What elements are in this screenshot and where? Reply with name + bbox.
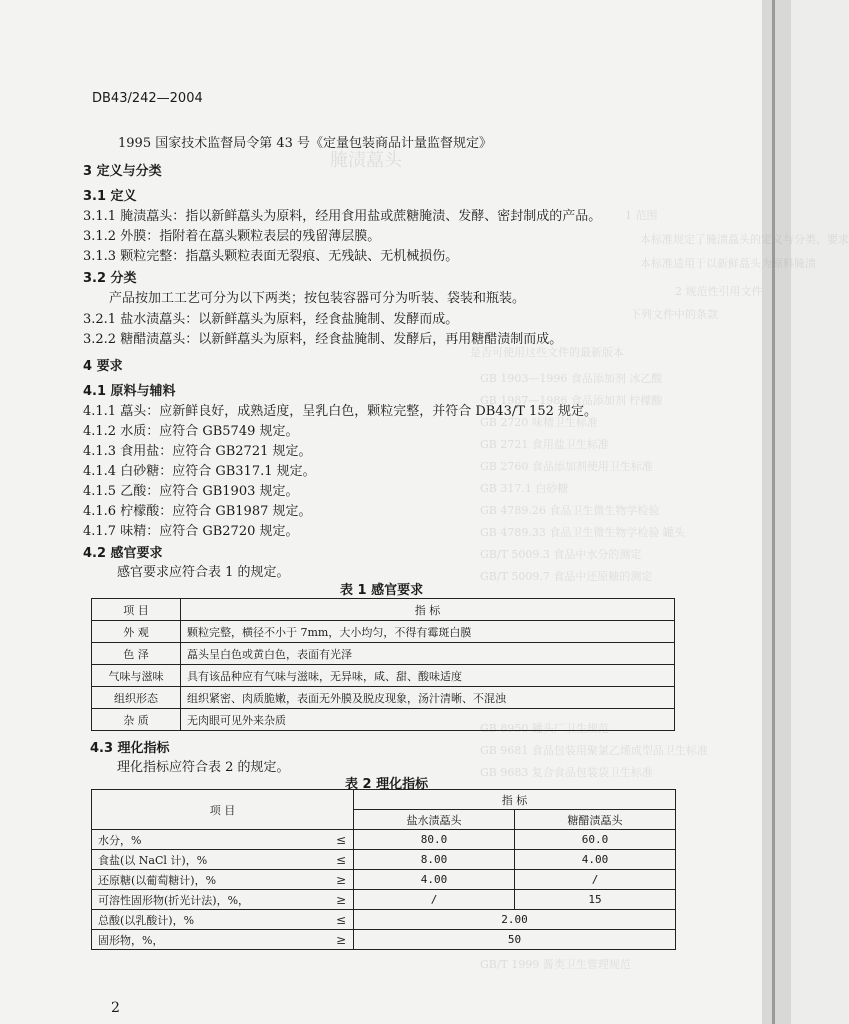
table-cell: 水分，% bbox=[92, 830, 330, 850]
table-cell: 4.00 bbox=[515, 850, 676, 870]
clause-4-1-7: 4.1.7 味精：应符合 GB2720 规定。 bbox=[83, 524, 299, 539]
table-cell: 2.00 bbox=[354, 910, 676, 930]
section-3-title: 3 定义与分类 bbox=[83, 164, 162, 179]
physicochemical-table bbox=[91, 789, 676, 950]
clause-4-1-2: 4.1.2 水质：应符合 GB5749 规定。 bbox=[83, 424, 299, 439]
table-cell: 15 bbox=[515, 890, 676, 910]
table-cell: ≤ bbox=[329, 910, 354, 930]
table-header-cell: 项 目 bbox=[92, 790, 354, 830]
table-cell: 藠头呈白色或黄白色，表面有光泽 bbox=[181, 643, 675, 665]
table-row bbox=[92, 643, 675, 665]
table-cell: 色 泽 bbox=[92, 643, 181, 665]
table-cell: 60.0 bbox=[515, 830, 676, 850]
table-cell: ≥ bbox=[329, 870, 354, 890]
table-cell: 可溶性固形物(折光计法)，%， bbox=[92, 890, 330, 910]
table-row bbox=[92, 930, 676, 950]
section-4-1-title: 4.1 原料与辅料 bbox=[83, 384, 176, 399]
clause-4-1-6: 4.1.6 柠檬酸：应符合 GB1987 规定。 bbox=[83, 504, 312, 519]
clause-3-2-2: 3.2.2 糖醋渍藠头：以新鲜藠头为原料，经食盐腌制、发酵后，再用糖醋渍制而成。 bbox=[83, 332, 563, 347]
clause-3-2-1: 3.2.1 盐水渍藠头：以新鲜藠头为原料，经食盐腌制、发酵而成。 bbox=[83, 312, 459, 327]
table-cell: 固形物，%， bbox=[92, 930, 330, 950]
table-cell: / bbox=[515, 870, 676, 890]
table-cell: 无肉眼可见外来杂质 bbox=[181, 709, 675, 731]
table-header-cell: 指 标 bbox=[354, 790, 676, 810]
table-header-cell: 盐水渍藠头 bbox=[354, 810, 515, 830]
page-number: 2 bbox=[111, 1000, 120, 1016]
table-row bbox=[92, 830, 676, 850]
table-2-caption: 表 2 理化指标 bbox=[345, 777, 429, 792]
table-cell: 外 观 bbox=[92, 621, 181, 643]
standard-code-header: DB43/242—2004 bbox=[92, 91, 203, 106]
clause-4-1-5: 4.1.5 乙酸：应符合 GB1903 规定。 bbox=[83, 484, 299, 499]
clause-3-1-2: 3.1.2 外膜：指附着在藠头颗粒表层的残留薄层膜。 bbox=[83, 229, 381, 244]
reference-line: 1995 国家技术监督局令第 43 号《定量包装商品计量监督规定》 bbox=[118, 136, 493, 151]
table-row bbox=[92, 850, 676, 870]
clause-4-1-1: 4.1.1 藠头：应新鲜良好，成熟适度，呈乳白色，颗粒完整，并符合 DB43/T 152 规定。 bbox=[83, 404, 597, 419]
physchem-paragraph: 理化指标应符合表 2 的规定。 bbox=[117, 760, 290, 775]
table-cell: 组织紧密、肉质脆嫩，表面无外膜及脱皮现象，汤汁清晰、不混浊 bbox=[181, 687, 675, 709]
sensory-requirements-table bbox=[91, 598, 675, 731]
table-cell: 50 bbox=[354, 930, 676, 950]
table-cell: 总酸(以乳酸计)，% bbox=[92, 910, 330, 930]
table-cell: 杂 质 bbox=[92, 709, 181, 731]
section-4-2-title: 4.2 感官要求 bbox=[83, 546, 163, 561]
table-row bbox=[92, 665, 675, 687]
table-row bbox=[92, 709, 675, 731]
section-4-title: 4 要求 bbox=[83, 359, 123, 374]
table-cell: ≥ bbox=[329, 930, 354, 950]
table-cell: 具有该品种应有气味与滋味，无异味，咸、甜、酸味适度 bbox=[181, 665, 675, 687]
table-1-caption: 表 1 感官要求 bbox=[340, 583, 424, 598]
scan-edge bbox=[762, 0, 791, 1024]
table-cell: 80.0 bbox=[354, 830, 515, 850]
table-row bbox=[92, 890, 676, 910]
table-header-cell: 糖醋渍藠头 bbox=[515, 810, 676, 830]
table-cell: 颗粒完整，横径不小于 7mm，大小均匀，不得有霉斑白膜 bbox=[181, 621, 675, 643]
table-header-cell: 指 标 bbox=[181, 599, 675, 621]
table-cell: 还原糖(以葡萄糖计)，% bbox=[92, 870, 330, 890]
table-cell: 组织形态 bbox=[92, 687, 181, 709]
table-cell: 8.00 bbox=[354, 850, 515, 870]
sensory-paragraph: 感官要求应符合表 1 的规定。 bbox=[117, 565, 290, 580]
table-cell: 食盐(以 NaCl 计)，% bbox=[92, 850, 330, 870]
section-4-3-title: 4.3 理化指标 bbox=[90, 741, 170, 756]
table-cell: ≤ bbox=[329, 830, 354, 850]
table-header-row bbox=[92, 790, 676, 810]
clause-4-1-4: 4.1.4 白砂糖：应符合 GB317.1 规定。 bbox=[83, 464, 316, 479]
table-cell: 气味与滋味 bbox=[92, 665, 181, 687]
clause-4-1-3: 4.1.3 食用盐：应符合 GB2721 规定。 bbox=[83, 444, 312, 459]
table-row bbox=[92, 910, 676, 930]
table-cell: ≥ bbox=[329, 890, 354, 910]
table-row bbox=[92, 621, 675, 643]
table-row bbox=[92, 687, 675, 709]
table-cell: 4.00 bbox=[354, 870, 515, 890]
table-row bbox=[92, 870, 676, 890]
section-3-2-title: 3.2 分类 bbox=[83, 271, 137, 286]
table-header-cell: 项 目 bbox=[92, 599, 181, 621]
scan-edge-shadow bbox=[772, 0, 775, 1024]
classification-paragraph: 产品按加工工艺可分为以下两类；按包装容器可分为听装、袋装和瓶装。 bbox=[109, 291, 526, 306]
clause-3-1-3: 3.1.3 颗粒完整：指藠头颗粒表面无裂痕、无残缺、无机械损伤。 bbox=[83, 249, 459, 264]
table-header-row bbox=[92, 599, 675, 621]
clause-3-1-1: 3.1.1 腌渍藠头：指以新鲜藠头为原料，经用食用盐或蔗糖腌渍、发酵、密封制成的产品。 bbox=[83, 209, 602, 224]
section-3-1-title: 3.1 定义 bbox=[83, 189, 137, 204]
table-cell: ≤ bbox=[329, 850, 354, 870]
table-cell: / bbox=[354, 890, 515, 910]
